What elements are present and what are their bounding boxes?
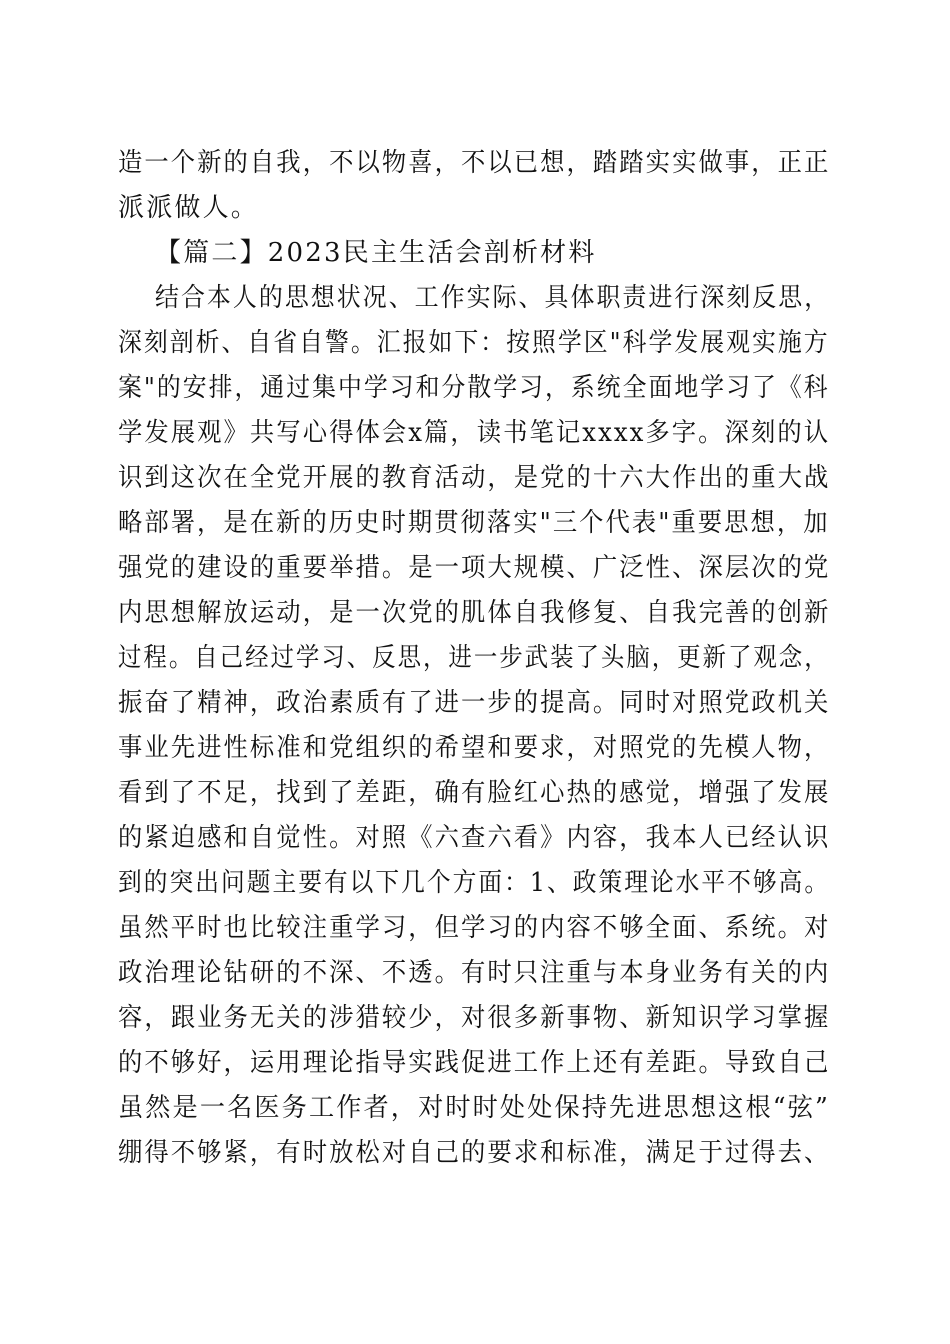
paragraph-line: 看到了不足，找到了差距，确有脸红心热的感觉，增强了发展 (118, 778, 831, 808)
paragraph-line: 识到这次在全党开展的教育活动，是党的十六大作出的重大战 (118, 463, 831, 493)
paragraph-line: 案"的安排，通过集中学习和分散学习，系统全面地学习了《科 (118, 373, 830, 403)
paragraph-line: 的紧迫感和自觉性。对照《六查六看》内容，我本人已经认识 (118, 823, 831, 853)
paragraph-line: 绷得不够紧，有时放松对自己的要求和标准，满足于过得去、 (118, 1138, 831, 1168)
paragraph-line: 内思想解放运动，是一次党的肌体自我修复、自我完善的创新 (118, 598, 831, 628)
paragraph-line: 虽然是一名医务工作者，对时时处处保持先进思想这根“弦” (118, 1093, 830, 1123)
paragraph-line: 容，跟业务无关的涉猎较少，对很多新事物、新知识学习掌握 (118, 1003, 831, 1033)
paragraph-line: 事业先进性标准和党组织的希望和要求，对照党的先模人物， (118, 733, 831, 763)
paragraph-line: 过程。自己经过学习、反思，进一步武装了头脑，更新了观念， (118, 643, 830, 673)
paragraph-line: 略部署，是在新的历史时期贯彻落实"三个代表"重要思想，加 (118, 508, 830, 538)
paragraph-line: 的不够好，运用理论指导实践促进工作上还有差距。导致自己 (118, 1048, 831, 1078)
section-heading: 【篇二】2023民主生活会剖析材料 (155, 238, 597, 268)
paragraph-line: 政治理论钻研的不深、不透。有时只注重与本身业务有关的内 (118, 958, 831, 988)
paragraph-line: 振奋了精神，政治素质有了进一步的提高。同时对照党政机关 (118, 688, 831, 718)
paragraph-line: 派派做人。 (118, 193, 260, 223)
paragraph-line: 强党的建设的重要举措。是一项大规模、广泛性、深层次的党 (118, 553, 831, 583)
paragraph-line: 学发展观》共写心得体会x篇，读书笔记xxxx多字。深刻的认 (118, 418, 831, 448)
paragraph-line: 深刻剖析、自省自警。汇报如下：按照学区"科学发展观实施方 (118, 328, 830, 358)
paragraph-line: 到的突出问题主要有以下几个方面：1、政策理论水平不够高。 (118, 868, 831, 898)
paragraph-line: 造一个新的自我，不以物喜，不以已想，踏踏实实做事，正正 (118, 148, 831, 178)
paragraph-line: 结合本人的思想状况、工作实际、具体职责进行深刻反思， (155, 283, 831, 313)
paragraph-line: 虽然平时也比较注重学习，但学习的内容不够全面、系统。对 (118, 913, 831, 943)
